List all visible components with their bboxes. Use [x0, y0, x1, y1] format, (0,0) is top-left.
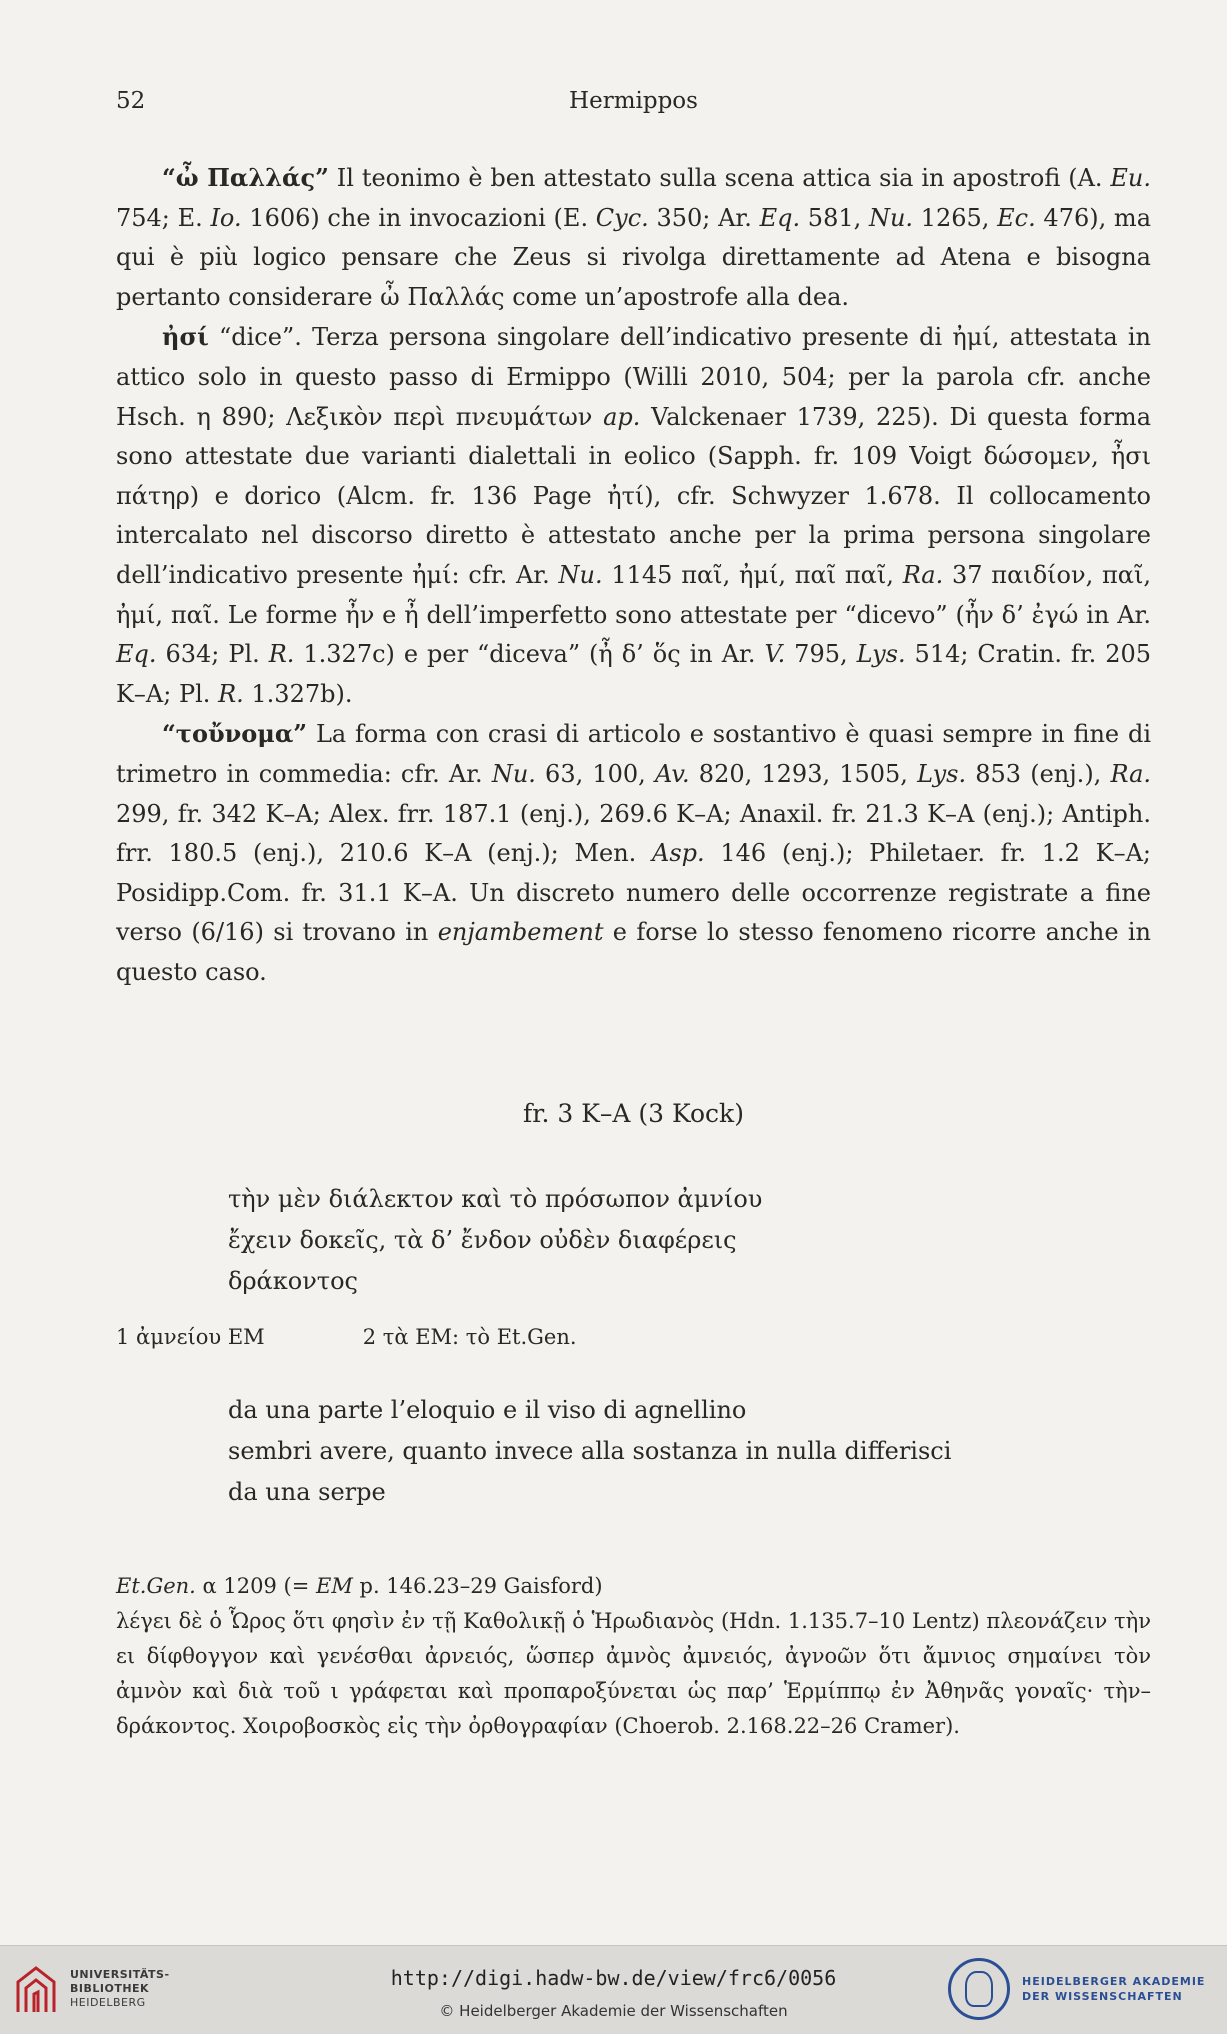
commentary-text: Valckenaer 1739, 225). Di questa forma sono attestate due varianti dialettali in eolico (Sapph. fr. 109 Voigt δώσομεν, ἦσι πάτηρ) e dorico (Alcm. fr. 136 Page ἠτί), cfr. Schwyzer 1.678. Il collocamento intercalato nel discorso diretto è attestato anche per la prima persona singolare dell’indicativo presente ἠμί: cfr. Ar. — [116, 402, 1151, 589]
greek-fragment-text — [228, 1179, 762, 1302]
commentary-text: La forma con crasi di articolo e sostantivo è quasi sempre in fine di trimetro in commedia: cfr. Ar. — [116, 720, 1151, 788]
commentary-text: 1145 παῖ, ἠμί, παῖ παῖ, — [602, 560, 903, 589]
library-name-line: HEIDELBERG — [70, 1996, 146, 2009]
translation-text — [228, 1390, 951, 1513]
source-reference — [116, 1569, 1151, 1604]
cited-work: Io. — [210, 203, 242, 232]
commentary-text: 1265, — [913, 203, 998, 232]
viewer-footer — [0, 1945, 1227, 2034]
greek-verse-line: τὴν μὲν διάλεκτον καὶ τὸ πρόσωπον ἀμνίου — [228, 1185, 763, 1213]
translation-line: sembri avere, quanto invece alla sostanza in nulla differisci — [228, 1437, 952, 1465]
commentary-text: 1.327b). — [243, 679, 353, 708]
commentary-text: 581, — [800, 203, 869, 232]
fragment-heading: fr. 3 K–A (3 Kock) — [523, 1099, 744, 1128]
cited-work: Nu. — [868, 203, 914, 232]
commentary-text: 795, — [785, 640, 857, 669]
greek-verse-line: δράκοντος — [228, 1267, 358, 1295]
commentary-text: e forse lo stesso fenomeno ricorre anche in questo caso. — [116, 918, 1151, 986]
commentary-paragraph — [116, 158, 1151, 317]
cited-work: Eq. — [116, 640, 157, 669]
lemma: “ὦ Παλλάς” — [162, 163, 329, 192]
running-head: Hermippos — [569, 88, 698, 114]
hadw-seal-icon — [948, 1958, 1010, 2020]
commentary-body — [116, 158, 1151, 992]
cited-work: Lys. — [917, 759, 967, 788]
greek-verse-line: ἔχειν δοκεῖς, τὰ δ’ ἔνδον οὐδὲν διαφέρεις — [228, 1226, 737, 1254]
page-header — [116, 88, 1151, 122]
cited-work: Eq. — [759, 203, 801, 232]
commentary-text: 853 (enj.), — [966, 759, 1111, 788]
source-ref-part: p. 146.23–29 Gaisford) — [352, 1574, 603, 1598]
commentary-text: 476), ma qui è più logico pensare che Zeus si rivolga direttamente ad Atena e bisogna pertanto considerare ὦ Παλλάς come un’apostrofe alla dea. — [116, 203, 1152, 311]
cited-work: Nu. — [558, 560, 603, 589]
cited-work: Av. — [654, 759, 690, 788]
cited-work: enjambement — [437, 918, 604, 947]
cited-work: ap. — [603, 402, 641, 431]
cited-work: Ec. — [997, 203, 1036, 232]
library-name-line: BIBLIOTHEK — [70, 1982, 150, 1995]
copyright-notice: © Heidelberger Akademie der Wissenschaften — [439, 2002, 788, 2020]
commentary-text: 754; E. — [116, 203, 211, 232]
source-work: Et.Gen. — [116, 1574, 196, 1598]
source-work-alt: EM — [315, 1574, 353, 1598]
permalink-url[interactable]: http://digi.hadw-bw.de/view/frc6/0056 — [390, 1966, 837, 1990]
translation-line: da una parte l’eloquio e il viso di agnellino — [228, 1396, 747, 1424]
source-testimony — [116, 1569, 1151, 1744]
critical-apparatus — [116, 1325, 577, 1349]
commentary-text: Il teonimo è ben attestato sulla scena attica sia in apostrofi (A. — [328, 164, 1111, 192]
academy-name-line: DER WISSENSCHAFTEN — [1022, 1990, 1183, 2003]
commentary-paragraph — [116, 317, 1151, 714]
commentary-text: 146 (enj.); Philetaer. fr. 1.2 K–A; Posidipp.Com. fr. 31.1 K–A. Un discreto numero delle occorrenze registrate a fine verso (6/16) si trovano in — [116, 839, 1151, 947]
commentary-text: 63, 100, — [535, 759, 655, 788]
academy-name-line: HEIDELBERGER AKADEMIE — [1022, 1975, 1206, 1988]
cited-work: Ra. — [902, 560, 944, 589]
apparatus-entry: 2 τὰ EM: τὸ Et.Gen. — [362, 1325, 577, 1349]
cited-work: Nu. — [491, 759, 536, 788]
commentary-text: “dice”. Terza persona singolare dell’indicativo presente di ἠμί, attestata in attico solo in questo passo di Ermippo (Willi 2010, 504; per la parola cfr. anche Hsch. η 890; Λεξικὸν περὶ πνευμάτων — [116, 323, 1151, 431]
cited-work: Cyc. — [595, 203, 649, 232]
commentary-text: 634; Pl. — [156, 640, 269, 669]
cited-work: Asp. — [652, 839, 705, 868]
academy-name — [1022, 1974, 1205, 2004]
commentary-paragraph — [116, 714, 1151, 992]
commentary-text: 514; Cratin. fr. 205 K–A; Pl. — [116, 640, 1152, 708]
cited-work: Eu. — [1110, 164, 1152, 192]
apparatus-entry: 1 ἀμνείου EM — [116, 1325, 265, 1349]
lemma: ἠσί — [162, 322, 209, 352]
source-greek-text: λέγει δὲ ὁ Ὧρος ὅτι φησὶν ἐν τῇ Καθολικῇ ὁ Ἡρωδιανὸς (Hdn. 1.135.7–10 Lentz) πλεονάζειν τὴν ει δίφθογγον καὶ γενέσθαι ἀρνειός, ὥσπερ ἀμνὸς ἀμνειός, ἀγνοῶν ὅτι ἄμνιος σημαίνει τὸν ἀμνὸν καὶ διὰ τοῦ ι γράφεται καὶ προπαροξύνεται ὡς παρ’ Ἑρμίππῳ ἐν Ἀθηνᾶς γοναῖς· τὴν–δράκοντος. Χοιροβοσκὸς εἰς τὴν ὀρθογραφίαν (Choerob. 2.168.22–26 Cramer). — [116, 1609, 1151, 1738]
cited-work: Lys. — [856, 640, 906, 669]
source-ref-part: α 1209 (= — [195, 1574, 316, 1598]
cited-work: R. — [268, 640, 295, 669]
commentary-text: 820, 1293, 1505, — [689, 759, 918, 788]
commentary-text: 350; Ar. — [648, 203, 760, 232]
cited-work: Ra. — [1110, 759, 1152, 788]
lemma: “τοὔνομα” — [162, 719, 308, 749]
cited-work: R. — [218, 679, 244, 708]
commentary-text: 37 παιδίον, παῖ, ἠμί, παῖ. Le forme ἦν e ἦ dell’imperfetto sono attestate per “dicevo” (ἦν δ’ ἐγώ in Ar. — [116, 560, 1151, 629]
page-number: 52 — [116, 88, 146, 114]
translation-line: da una serpe — [228, 1478, 386, 1506]
cited-work: V. — [764, 640, 786, 669]
commentary-text: 1606) che in invocazioni (E. — [241, 203, 596, 232]
library-name-line: UNIVERSITÄTS- — [70, 1968, 170, 1981]
commentary-text: 299, fr. 342 K–A; Alex. frr. 187.1 (enj.), 269.6 K–A; Anaxil. fr. 21.3 K–A (enj.); Antiph. frr. 180.5 (enj.), 210.6 K–A (enj.); Men. — [116, 799, 1151, 868]
commentary-text: 1.327c) e per “diceva” (ἦ δ’ ὅς in Ar. — [294, 640, 765, 669]
